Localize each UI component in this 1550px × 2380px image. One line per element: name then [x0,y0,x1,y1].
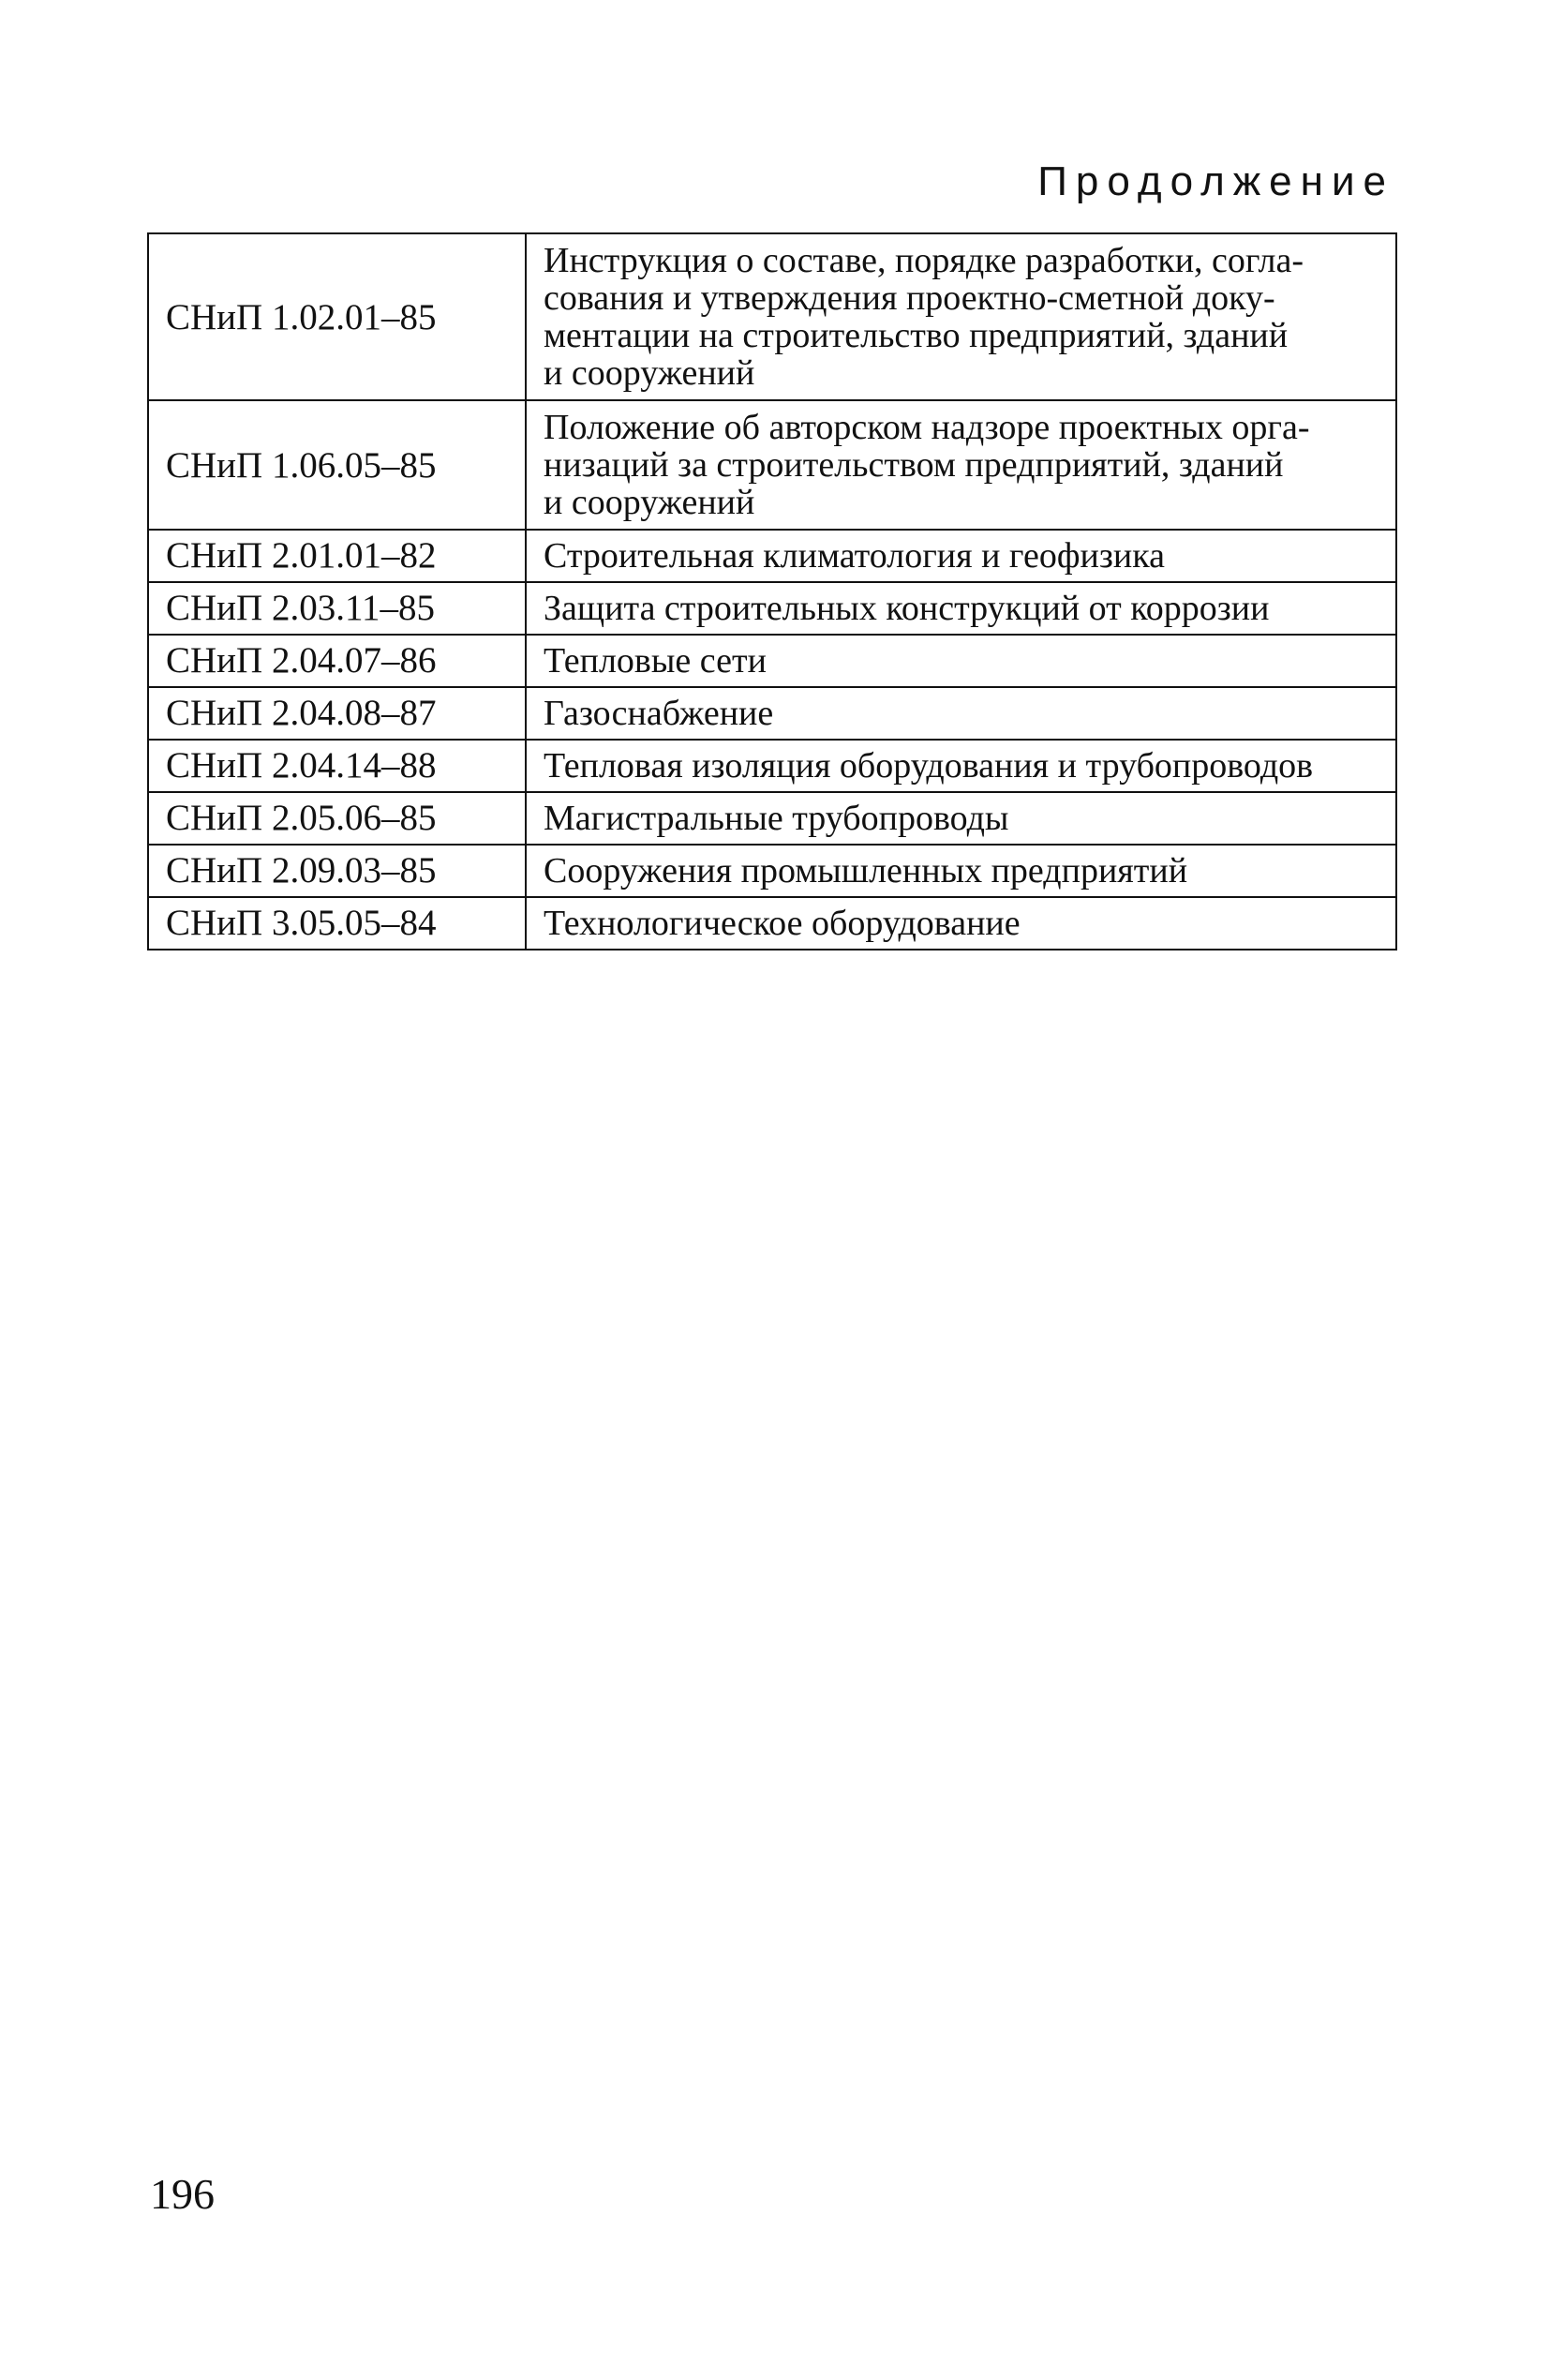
norm-code: СНиП 2.04.14–88 [148,740,526,792]
table-row [148,792,1396,845]
norm-title: Технологическое оборудование [526,897,1396,950]
page-number: 196 [150,2170,215,2218]
norm-code: СНиП 2.09.03–85 [148,845,526,897]
table-row [148,635,1396,687]
norm-title: Магистральные трубопроводы [526,792,1396,845]
norm-title-line: Положение об авторском надзоре проектных орга- [544,408,1310,447]
norm-title: Строительная климатология и геофизика [526,530,1396,582]
norm-title-line: и сооружений [544,483,755,522]
table-row [148,233,1396,400]
norm-title: Тепловая изоляция оборудования и трубопроводов [526,740,1396,792]
norm-title [526,233,1396,400]
table-row [148,897,1396,950]
table-row [148,582,1396,635]
norm-code: СНиП 3.05.05–84 [148,897,526,950]
norm-code: СНиП 1.02.01–85 [148,233,526,400]
table-row [148,530,1396,582]
norm-code: СНиП 2.01.01–82 [148,530,526,582]
norms-table-body [148,233,1396,950]
norm-title: Защита строительных конструкций от коррозии [526,582,1396,635]
norm-title-line: ментации на строительство предприятий, зданий [544,316,1289,355]
norm-code: СНиП 2.05.06–85 [148,792,526,845]
norm-title [526,400,1396,530]
table-row [148,687,1396,740]
norm-title-line: низаций за строительством предприятий, зданий [544,445,1284,485]
norms-table [147,232,1397,951]
table-row [148,740,1396,792]
norm-code: СНиП 2.04.08–87 [148,687,526,740]
continuation-label: Продолжение [1037,158,1394,204]
norm-code: СНиП 2.03.11–85 [148,582,526,635]
norm-title-line: сования и утверждения проектно-сметной доку- [544,278,1275,318]
table-row [148,400,1396,530]
norm-title-line: и сооружений [544,353,755,393]
norm-title: Сооружения промышленных предприятий [526,845,1396,897]
norm-title-line: Инструкция о составе, порядке разработки, согла- [544,241,1304,280]
norm-title: Газоснабжение [526,687,1396,740]
norm-code: СНиП 2.04.07–86 [148,635,526,687]
norm-code: СНиП 1.06.05–85 [148,400,526,530]
table-row [148,845,1396,897]
norm-title: Тепловые сети [526,635,1396,687]
